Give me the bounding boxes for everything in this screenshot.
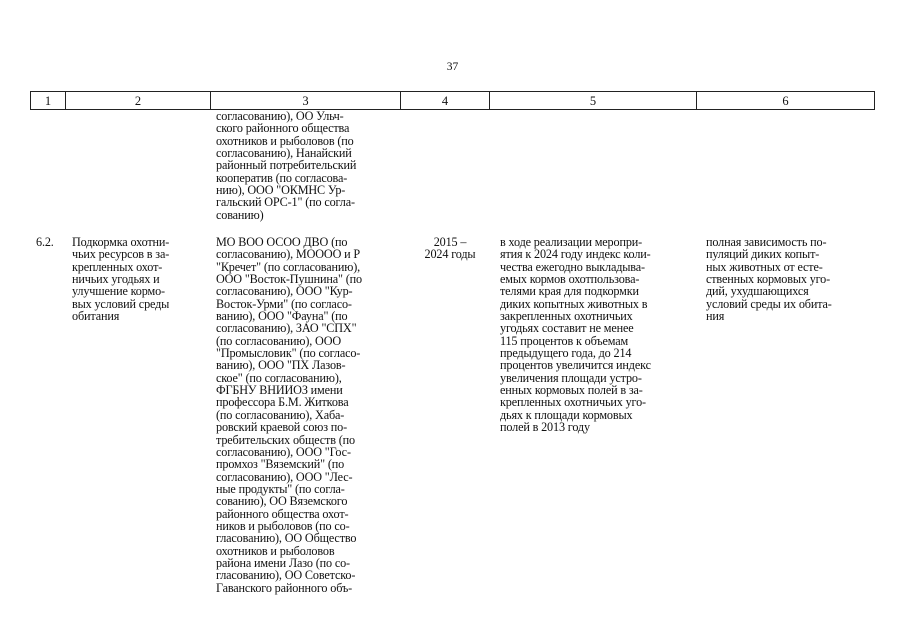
page-number: 37 [446, 61, 459, 73]
table-header-row [31, 92, 875, 110]
term-cell: 2015 – 2024 годы [424, 235, 476, 262]
task-name-cell: Подкормка охотни- чьих ресурсов в за- крепленных охот- ничьих угодьях и улучшение кормо- вых условий среды обитания [72, 235, 170, 324]
column-header-3: 3 [211, 92, 401, 110]
executors-cell: МО ВОО ОСОО ДВО (по согласованию), МОООО и Р "Кречет" (по согласованию), ООО "Восток-Пушнина" (по согласованию), ООО "Кур- Восток-Урми" (по согласо- ванию), ООО "Фауна" (по согласованию), ЗАО "СПХ" (по согласованию), ООО "Промысловик" (по согласо- ванию), ООО "ПХ Лазов- ское" (по согласованию), ФГБНУ ВНИИОЗ имени профессора Б.М. Житкова (по согласованию), Хаба- ровский краевой союз по- требительских обществ (по согласованию), ООО "Гос- промхоз "Вяземский" (по согласованию), ООО "Лес- ные продукты" (по согла- сованию), ОО Вяземского районного общества охот- ников и рыболовов (по со- гласованию), ОО Общество охотников и рыболовов района имени Лазо (по со- гласованию), ОО Советско- Гаванского районного объ- [216, 235, 362, 595]
table-header [30, 91, 875, 110]
column-header-5: 5 [490, 92, 697, 110]
risk-effect-cell: полная зависимость по- пуляций диких копыт- ных животных от есте- ственных кормовых уго- дий, ухудшающихся условий среды их обита- ния [706, 235, 832, 324]
column-header-6: 6 [697, 92, 875, 110]
column-header-4: 4 [401, 92, 490, 110]
row-number: 6.2. [36, 235, 54, 249]
indicator-cell: в ходе реализации меропри- ятия к 2024 году индекс коли- чества ежегодно выкладыва- емых кормов охотпользова- телями края для подкормки диких копытных животных в закрепленных охотничьих угодьях составит не менее 115 процентов к объемам предыдущего года, до 214 процентов увеличится индекс увеличения площади устро- енных кормовых полей в за- крепленных охотничьих уго- дьях к площади кормовых полей в 2013 году [500, 235, 651, 435]
column-header-1: 1 [31, 92, 66, 110]
continued-executors-cell: согласованию), ОО Ульч- ского районного общества охотников и рыболовов (по согласованию), Нанайский районный потребительский кооператив (по согласова- нию), ООО "ОКМНС Ур- гальский ОРС-1" (по согла- сованию) [216, 109, 357, 222]
column-header-2: 2 [66, 92, 211, 110]
